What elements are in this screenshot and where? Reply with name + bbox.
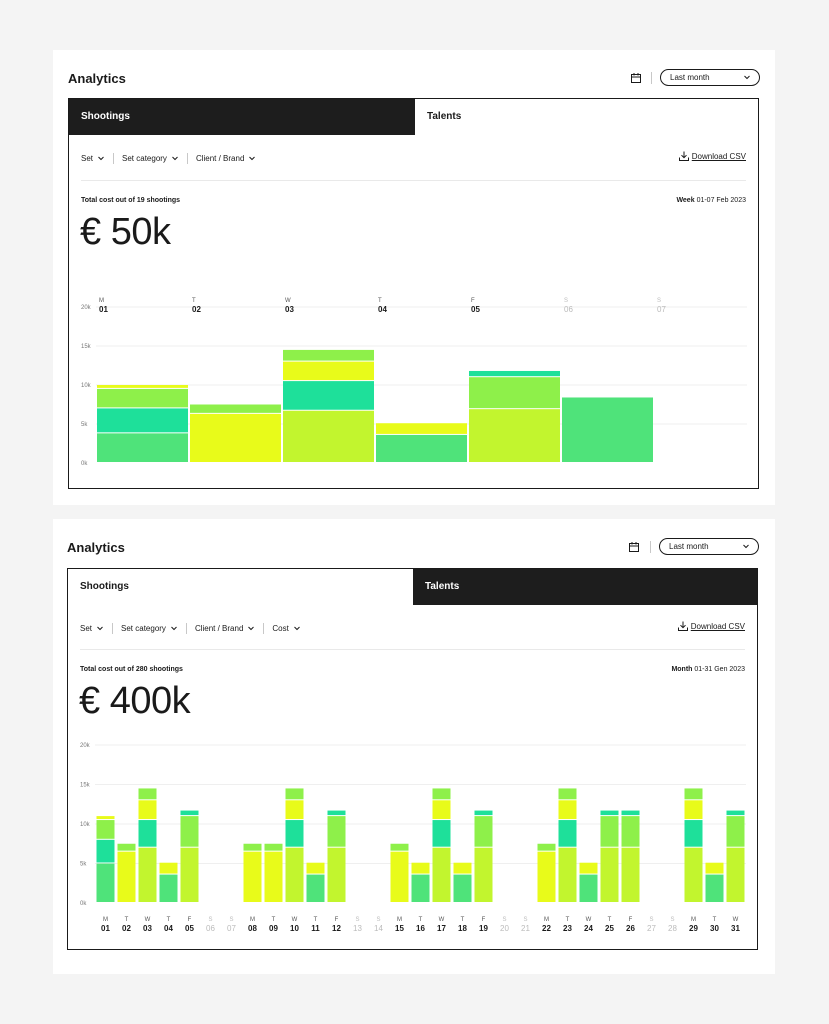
- x-tick-label: 23: [563, 924, 572, 933]
- x-tick-label: 07: [227, 924, 236, 933]
- x-tick-weekday: T: [378, 298, 382, 304]
- x-tick-label: 10: [290, 924, 299, 933]
- bar-segment[interactable]: [376, 435, 467, 462]
- x-tick-weekday: W: [291, 917, 298, 923]
- bar-segment[interactable]: [265, 852, 283, 902]
- x-tick-label: 03: [285, 305, 294, 314]
- header-divider: [651, 72, 652, 84]
- x-tick-weekday: W: [285, 298, 291, 304]
- y-tick-label: 5k: [81, 422, 88, 428]
- y-tick-label: 20k: [81, 305, 91, 311]
- bar-segment[interactable]: [559, 788, 577, 799]
- period-label: [671, 666, 745, 673]
- x-tick-weekday: W: [144, 917, 151, 923]
- bar-segment[interactable]: [469, 371, 560, 376]
- total-amount: € 400k: [79, 680, 191, 722]
- period-range: 01-31 Gen 2023: [694, 666, 745, 673]
- x-tick-weekday: F: [187, 917, 192, 923]
- period-unit: Month: [671, 666, 693, 673]
- x-tick-label: 14: [374, 924, 383, 933]
- x-tick-label: 20: [500, 924, 509, 933]
- analytics-card-monthly: [53, 519, 775, 974]
- bar-segment[interactable]: [601, 811, 619, 816]
- x-tick-weekday: M: [544, 917, 549, 923]
- bar-segment[interactable]: [562, 397, 653, 462]
- bar-segment[interactable]: [97, 864, 115, 903]
- x-tick-weekday: W: [585, 917, 592, 923]
- tab-bar: [68, 569, 757, 605]
- x-tick-label: 07: [657, 305, 666, 314]
- bar-segment[interactable]: [469, 409, 560, 462]
- x-tick-weekday: T: [192, 298, 196, 304]
- chevron-down-icon: [742, 542, 750, 550]
- bar-segment[interactable]: [286, 788, 304, 799]
- x-tick-label: 17: [437, 924, 446, 933]
- bar-segment[interactable]: [139, 848, 157, 902]
- summary-subtitle: Total cost out of 19 shootings: [81, 197, 181, 204]
- bar-segment[interactable]: [391, 852, 409, 902]
- bar-segment[interactable]: [265, 844, 283, 851]
- x-tick-weekday: S: [502, 917, 507, 923]
- x-tick-label: 28: [668, 924, 677, 933]
- filter-set-category[interactable]: [121, 624, 178, 633]
- download-label: Download CSV: [691, 151, 746, 161]
- x-tick-label: 13: [353, 924, 362, 933]
- bar-segment[interactable]: [328, 848, 346, 902]
- filter-label: Set: [80, 623, 93, 633]
- bar-segment[interactable]: [685, 800, 703, 819]
- filter-label: Client / Brand: [194, 623, 244, 633]
- calendar-icon[interactable]: [629, 542, 639, 552]
- bar-segment[interactable]: [97, 840, 115, 863]
- x-tick-weekday: S: [564, 298, 569, 304]
- x-tick-label: 01: [99, 305, 108, 314]
- analytics-panel: [67, 568, 758, 950]
- bar-segment[interactable]: [454, 875, 472, 902]
- tab-bar: [69, 99, 758, 135]
- x-tick-label: 24: [584, 924, 593, 933]
- header-divider: [650, 541, 651, 553]
- x-tick-label: 02: [192, 305, 201, 314]
- filter-label: Cost: [272, 623, 289, 633]
- x-tick-weekday: M: [99, 298, 104, 304]
- bar-segment[interactable]: [97, 408, 188, 432]
- filter-set[interactable]: [81, 154, 105, 163]
- card-title: Analytics: [68, 71, 126, 86]
- x-tick-weekday: T: [124, 917, 129, 923]
- date-range-select[interactable]: [659, 538, 759, 555]
- x-tick-label: 22: [542, 924, 551, 933]
- bar-segment[interactable]: [286, 820, 304, 847]
- bar-segment[interactable]: [307, 863, 325, 874]
- x-tick-weekday: S: [523, 917, 528, 923]
- filter-divider: [263, 623, 264, 634]
- x-tick-label: 15: [395, 924, 404, 933]
- bar-segment[interactable]: [244, 844, 262, 851]
- bar-segment[interactable]: [181, 816, 199, 847]
- x-tick-label: 27: [647, 924, 656, 933]
- divider: [81, 180, 746, 181]
- bar-segment[interactable]: [391, 844, 409, 851]
- x-tick-weekday: T: [565, 917, 570, 923]
- y-tick-label: 5k: [80, 861, 87, 868]
- filter-cost[interactable]: [272, 624, 300, 633]
- y-tick-label: 15k: [80, 782, 90, 789]
- filter-label: Set category: [121, 623, 166, 633]
- bar-segment[interactable]: [601, 848, 619, 902]
- bar-segment[interactable]: [283, 381, 374, 410]
- divider: [80, 649, 745, 650]
- bar-segment[interactable]: [412, 863, 430, 874]
- bar-segment[interactable]: [685, 820, 703, 847]
- bar-segment[interactable]: [97, 820, 115, 839]
- x-tick-weekday: F: [481, 917, 486, 923]
- total-amount: € 50k: [80, 211, 171, 253]
- bar-segment[interactable]: [118, 844, 136, 851]
- x-tick-weekday: S: [355, 917, 360, 923]
- x-tick-weekday: M: [250, 917, 255, 923]
- filter-bar: [81, 151, 256, 165]
- x-tick-weekday: T: [166, 917, 171, 923]
- chevron-down-icon: [170, 624, 178, 632]
- bar-segment[interactable]: [97, 385, 188, 388]
- analytics-card-weekly: [53, 50, 775, 505]
- bar-segment[interactable]: [727, 811, 745, 816]
- bar-segment[interactable]: [685, 788, 703, 799]
- download-csv-link[interactable]: [679, 151, 746, 161]
- y-tick-label: 10k: [81, 383, 91, 389]
- filter-divider: [113, 153, 114, 164]
- x-tick-label: 29: [689, 924, 698, 933]
- period-label: [676, 197, 746, 204]
- bar-segment[interactable]: [139, 800, 157, 819]
- chevron-down-icon: [293, 624, 301, 632]
- x-tick-weekday: S: [376, 917, 381, 923]
- x-tick-label: 06: [206, 924, 215, 933]
- y-tick-label: 0k: [81, 461, 88, 467]
- date-range-value: Last month: [669, 542, 709, 551]
- bar-segment[interactable]: [328, 816, 346, 847]
- x-tick-weekday: T: [271, 917, 276, 923]
- bar-segment[interactable]: [454, 863, 472, 874]
- bar-segment[interactable]: [559, 848, 577, 902]
- chevron-down-icon: [247, 624, 255, 632]
- card-title: Analytics: [67, 540, 125, 555]
- x-tick-weekday: T: [418, 917, 423, 923]
- x-tick-label: 02: [122, 924, 131, 933]
- bar-segment[interactable]: [118, 852, 136, 902]
- bar-segment[interactable]: [307, 875, 325, 902]
- bar-segment[interactable]: [475, 811, 493, 816]
- bar-segment[interactable]: [139, 820, 157, 847]
- x-tick-weekday: S: [670, 917, 675, 923]
- bar-segment[interactable]: [433, 800, 451, 819]
- bar-segment[interactable]: [286, 800, 304, 819]
- weekly-cost-chart: [69, 279, 758, 489]
- filter-divider: [187, 153, 188, 164]
- bar-segment[interactable]: [97, 816, 115, 819]
- bar-segment[interactable]: [580, 863, 598, 874]
- bar-segment[interactable]: [160, 863, 178, 874]
- x-tick-weekday: T: [313, 917, 318, 923]
- x-tick-weekday: F: [334, 917, 339, 923]
- bar-segment[interactable]: [283, 350, 374, 361]
- x-tick-weekday: M: [691, 917, 696, 923]
- x-tick-label: 04: [164, 924, 173, 933]
- x-tick-label: 21: [521, 924, 530, 933]
- date-range-value: Last month: [670, 73, 710, 82]
- x-tick-weekday: S: [229, 917, 234, 923]
- x-tick-label: 30: [710, 924, 719, 933]
- period-unit: Week: [676, 197, 695, 204]
- y-tick-label: 10k: [80, 822, 90, 828]
- filter-set-category[interactable]: [122, 154, 179, 163]
- filter-divider: [186, 623, 187, 634]
- bar-segment[interactable]: [97, 433, 188, 462]
- x-tick-label: 31: [731, 924, 740, 933]
- x-tick-label: 01: [101, 924, 110, 933]
- bar-segment[interactable]: [469, 377, 560, 408]
- bar-segment[interactable]: [97, 389, 188, 408]
- bar-segment[interactable]: [160, 875, 178, 902]
- bar-segment[interactable]: [244, 852, 262, 902]
- bar-segment[interactable]: [538, 844, 556, 851]
- x-tick-weekday: W: [438, 917, 445, 923]
- x-tick-weekday: F: [628, 917, 633, 923]
- x-tick-label: 04: [378, 305, 387, 314]
- y-tick-label: 15k: [81, 344, 91, 350]
- bar-segment[interactable]: [580, 875, 598, 902]
- x-tick-label: 11: [311, 924, 320, 933]
- x-tick-label: 05: [471, 305, 480, 314]
- bar-segment[interactable]: [190, 405, 281, 413]
- tab-shootings[interactable]: Shootings: [69, 99, 415, 135]
- bar-segment[interactable]: [538, 852, 556, 902]
- bar-segment[interactable]: [559, 820, 577, 847]
- x-tick-weekday: M: [397, 917, 402, 923]
- chevron-down-icon: [743, 73, 751, 81]
- bar-segment[interactable]: [706, 863, 724, 874]
- download-csv-link[interactable]: [678, 621, 745, 631]
- x-tick-weekday: S: [657, 298, 662, 304]
- x-tick-label: 12: [332, 924, 341, 933]
- bar-segment[interactable]: [376, 423, 467, 434]
- x-tick-weekday: S: [649, 917, 654, 923]
- bar-segment[interactable]: [475, 816, 493, 847]
- bar-segment[interactable]: [286, 848, 304, 902]
- bar-segment[interactable]: [433, 848, 451, 902]
- x-tick-weekday: T: [607, 917, 612, 923]
- bar-segment[interactable]: [139, 788, 157, 799]
- x-tick-weekday: F: [471, 298, 475, 304]
- bar-segment[interactable]: [727, 816, 745, 847]
- bar-segment[interactable]: [475, 848, 493, 902]
- bar-segment[interactable]: [601, 816, 619, 847]
- x-tick-label: 19: [479, 924, 488, 933]
- filter-label: Set category: [122, 153, 167, 163]
- bar-segment[interactable]: [283, 362, 374, 381]
- tab-talents[interactable]: Talents: [415, 99, 758, 135]
- period-range: 01-07 Feb 2023: [696, 197, 746, 204]
- x-tick-label: 18: [458, 924, 467, 933]
- analytics-panel: [68, 98, 759, 489]
- x-tick-label: 05: [185, 924, 194, 933]
- calendar-icon[interactable]: [631, 73, 641, 83]
- x-tick-label: 26: [626, 924, 635, 933]
- x-tick-weekday: T: [460, 917, 465, 923]
- bar-segment[interactable]: [622, 816, 640, 847]
- bar-segment[interactable]: [559, 800, 577, 819]
- chevron-down-icon: [96, 624, 104, 632]
- bar-segment[interactable]: [706, 875, 724, 902]
- download-label: Download CSV: [690, 621, 745, 631]
- x-tick-label: 25: [605, 924, 614, 933]
- bar-segment[interactable]: [685, 848, 703, 902]
- download-icon: [679, 151, 689, 161]
- x-tick-weekday: T: [712, 917, 717, 923]
- bar-segment[interactable]: [181, 848, 199, 902]
- chevron-down-icon: [171, 154, 179, 162]
- filter-divider: [112, 623, 113, 634]
- filter-set[interactable]: [80, 624, 104, 633]
- x-tick-label: 06: [564, 305, 573, 314]
- date-range-select[interactable]: [660, 69, 760, 86]
- bar-segment[interactable]: [412, 875, 430, 902]
- bar-segment[interactable]: [433, 788, 451, 799]
- x-tick-weekday: S: [208, 917, 213, 923]
- summary-subtitle: Total cost out of 280 shootings: [80, 666, 183, 673]
- filter-label: Client / Brand: [195, 153, 245, 163]
- x-tick-weekday: M: [103, 917, 108, 923]
- x-tick-label: 03: [143, 924, 152, 933]
- y-tick-label: 0k: [80, 901, 87, 907]
- x-tick-label: 08: [248, 924, 257, 933]
- chevron-down-icon: [97, 154, 105, 162]
- tab-shootings[interactable]: Shootings: [68, 569, 413, 605]
- x-tick-label: 09: [269, 924, 278, 933]
- filter-label: Set: [81, 153, 94, 163]
- download-icon: [678, 621, 688, 631]
- x-tick-label: 16: [416, 924, 425, 933]
- bar-segment[interactable]: [190, 414, 281, 462]
- bar-segment[interactable]: [283, 411, 374, 462]
- bar-segment[interactable]: [181, 811, 199, 816]
- filter-client-brand[interactable]: [195, 624, 255, 633]
- filter-bar: [80, 621, 301, 635]
- tab-talents[interactable]: Talents: [413, 569, 757, 605]
- bar-segment[interactable]: [433, 820, 451, 847]
- bar-segment[interactable]: [727, 848, 745, 902]
- bar-segment[interactable]: [328, 811, 346, 816]
- monthly-cost-chart: [68, 739, 757, 944]
- filter-client-brand[interactable]: [196, 154, 256, 163]
- bar-segment[interactable]: [622, 848, 640, 902]
- y-tick-label: 20k: [80, 743, 90, 749]
- chevron-down-icon: [248, 154, 256, 162]
- bar-segment[interactable]: [622, 811, 640, 816]
- x-tick-weekday: W: [732, 917, 739, 923]
